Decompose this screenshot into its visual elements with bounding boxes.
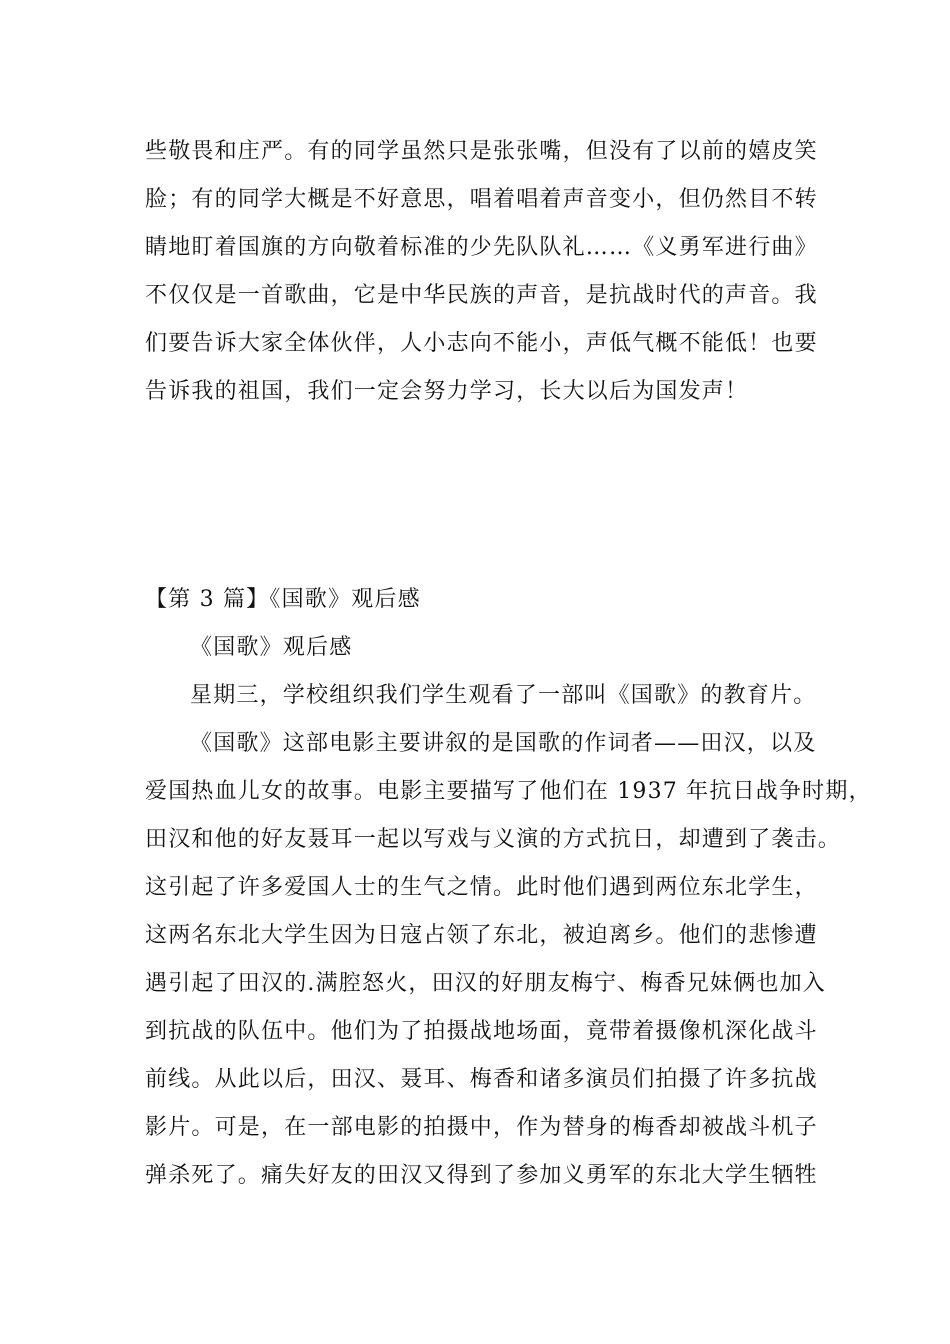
paragraph-line: 们要告诉大家全体伙伴，人小志向不能小，声低气概不能低！也要 bbox=[145, 331, 818, 356]
article-title: 《国歌》观后感 bbox=[190, 635, 353, 660]
paragraph-line: 《国歌》这部电影主要讲叙的是国歌的作词者——田汉，以及 bbox=[190, 731, 817, 756]
paragraph-line: 弹杀死了。痛失好友的田汉又得到了参加义勇军的东北大学生牺牲 bbox=[145, 1163, 818, 1188]
paragraph-line: 告诉我的祖国，我们一定会努力学习，长大以后为国发声！ bbox=[145, 379, 749, 404]
paragraph-line: 不仅仅是一首歌曲，它是中华民族的声音，是抗战时代的声音。我 bbox=[145, 283, 818, 308]
paragraph-line: 星期三，学校组织我们学生观看了一部叫《国歌》的教育片。 bbox=[190, 683, 817, 708]
paragraph-line: 田汉和他的好友聂耳一起以写戏与义演的方式抗日，却遭到了袭击。 bbox=[145, 827, 842, 852]
paragraph-line: 前线。从此以后，田汉、聂耳、梅香和诸多演员们拍摄了许多抗战 bbox=[145, 1067, 818, 1092]
paragraph-line: 这两名东北大学生因为日寇占领了东北，被迫离乡。他们的悲惨遭 bbox=[145, 923, 818, 948]
paragraph-line: 睛地盯着国旗的方向敬着标准的少先队队礼……《义勇军进行曲》 bbox=[145, 235, 818, 260]
paragraph-line: 些敬畏和庄严。有的同学虽然只是张张嘴，但没有了以前的嬉皮笑 bbox=[145, 139, 818, 164]
section-heading: 【第 3 篇】《国歌》观后感 bbox=[145, 587, 421, 612]
paragraph-line: 爱国热血儿女的故事。电影主要描写了他们在 1937 年抗日战争时期， bbox=[145, 779, 872, 804]
paragraph-line: 脸；有的同学大概是不好意思，唱着唱着声音变小，但仍然目不转 bbox=[145, 187, 818, 212]
paragraph-line: 这引起了许多爱国人士的生气之情。此时他们遇到两位东北学生， bbox=[145, 875, 818, 900]
paragraph-line: 影片。可是，在一部电影的拍摄中，作为替身的梅香却被战斗机子 bbox=[145, 1115, 818, 1140]
paragraph-line: 到抗战的队伍中。他们为了拍摄战地场面，竟带着摄像机深化战斗 bbox=[145, 1019, 818, 1044]
paragraph-line: 遇引起了田汉的.满腔怒火，田汉的好朋友梅宁、梅香兄妹俩也加入 bbox=[145, 971, 826, 996]
